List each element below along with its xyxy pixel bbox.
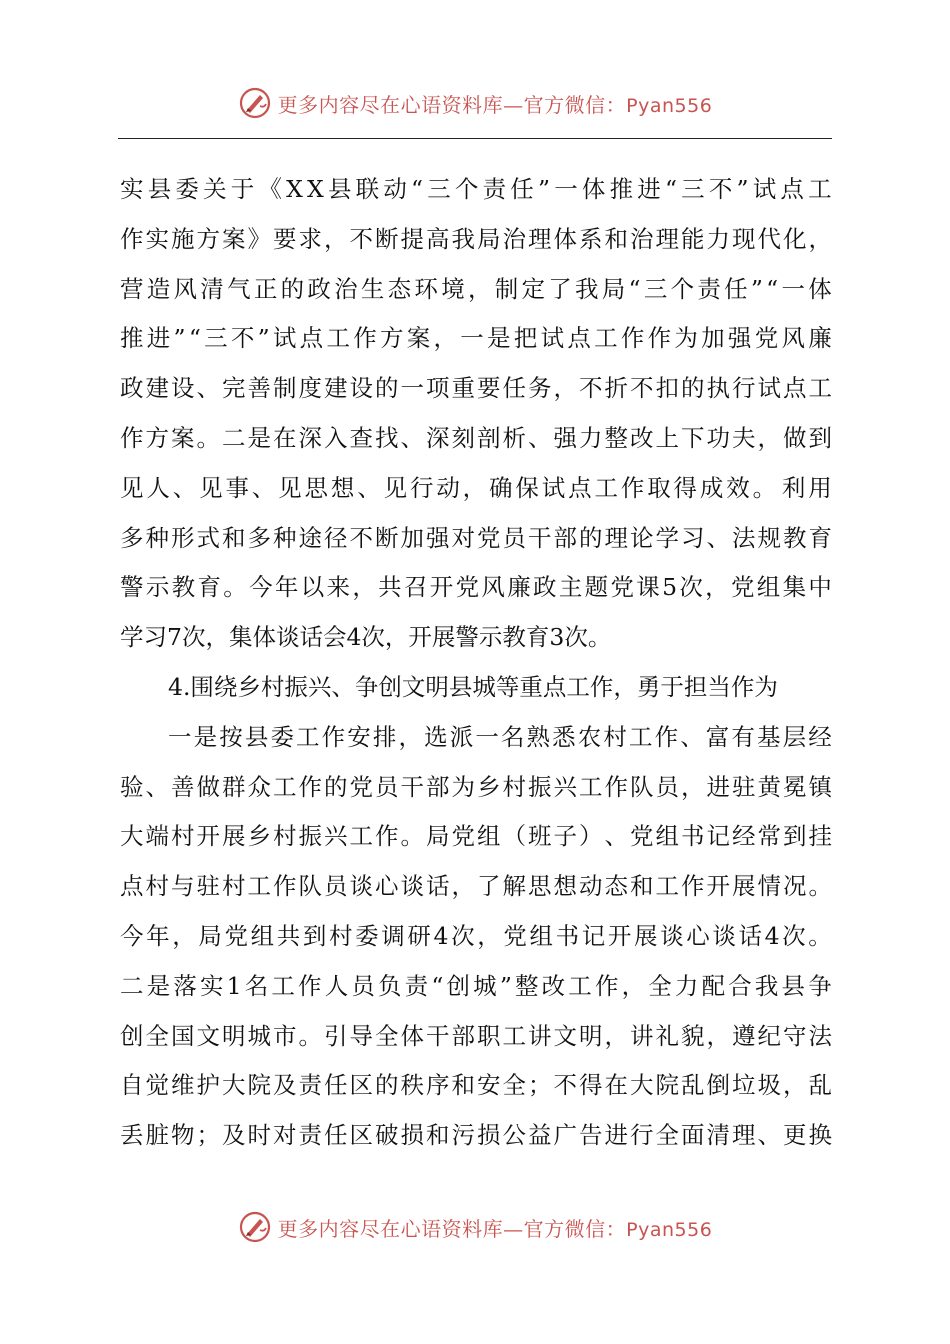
text-line: 大 端 村 开 展 乡 村 振 兴 工 作 。 局 党 组 （ 班 子 ） 、 党 组 书 记 经 常 到 挂 (120, 822, 832, 851)
document-body (120, 165, 832, 1161)
text-line: 多 种 形 式 和 多 种 途 径 不 断 加 强 对 党 员 干 部 的 理 论 学 习 、 法 规 教 育 (120, 523, 832, 552)
text-line: 自 觉 维 护 大 院 及 责 任 区 的 秩 序 和 安 全 ； 不 得 在 大 院 乱 倒 垃 圾 ， 乱 (120, 1071, 832, 1100)
watermark-wechat-id: Pyan556 (626, 1218, 713, 1241)
text-line: 点 村 与 驻 村 工 作 队 员 谈 心 谈 话 ， 了 解 思 想 动 态 和 工 作 开 展 情 况 。 (120, 872, 832, 901)
watermark-text (278, 1213, 713, 1242)
text-line: 推 进 ” “ 三 不 ” 试 点 工 作 方 案 ， 一 是 把 试 点 工 作 作 为 加 强 党 风 廉 (120, 324, 832, 353)
text-line: 丢 脏 物 ； 及 时 对 责 任 区 破 损 和 污 损 公 益 广 告 进 行 全 面 清 理 、 更 换 (120, 1121, 832, 1150)
text-line: 一 是 按 县 委 工 作 安 排 ， 选 派 一 名 熟 悉 农 村 工 作 、 富 有 基 层 经 (168, 722, 832, 751)
text-line: 作 实 施 方 案 》 要 求 ， 不 断 提 高 我 局 治 理 体 系 和 治 理 能 力 现 代 化 ， (120, 224, 832, 253)
pen-seal-logo-icon (238, 86, 272, 120)
section-heading-4: 4.围绕乡村振兴、争创文明县城等重点工作，勇于担当作为 (168, 672, 778, 701)
text-line: 实 县 委 关 于 《 X X 县 联 动 “ 三 个 责 任 ” 一 体 推 进 “ 三 不 ” 试 点 工 (120, 175, 832, 203)
text-line: 政 建 设 、 完 善 制 度 建 设 的 一 项 重 要 任 务 ， 不 折 不 扣 的 执 行 试 点 工 (120, 374, 832, 403)
text-line: 见 人 、 见 事 、 见 思 想 、 见 行 动 ， 确 保 试 点 工 作 取 得 成 效 。 利 用 (120, 473, 832, 502)
text-line: 作 方 案 。 二 是 在 深 入 查 找 、 深 刻 剖 析 、 强 力 整 改 上 下 功 夫 ， 做 到 (120, 423, 832, 452)
text-line: 警 示 教 育 。 今 年 以 来 ， 共 召 开 党 风 廉 政 主 题 党 课 5 次 ， 党 组 集 中 (120, 573, 832, 602)
watermark-text (278, 89, 713, 118)
watermark-site-text: 更多内容尽在心语资料库—官方微信： (277, 1216, 627, 1241)
text-line: 验 、 善 做 群 众 工 作 的 党 员 干 部 为 乡 村 振 兴 工 作 队 员 ， 进 驻 黄 冕 镇 (120, 772, 832, 801)
text-line: 营 造 风 清 气 正 的 政 治 生 态 环 境 ， 制 定 了 我 局 “ 三 个 责 任 ” “ 一 体 (120, 274, 832, 303)
header-divider (118, 138, 832, 139)
text-line: 学习7次，集体谈话会4次，开展警示教育3次。 (120, 623, 612, 652)
watermark-site-text: 更多内容尽在心语资料库—官方微信： (277, 92, 627, 117)
footer-watermark (0, 1210, 950, 1244)
text-line: 今 年 ， 局 党 组 共 到 村 委 调 研 4 次 ， 党 组 书 记 开 展 谈 心 谈 话 4 次 。 (120, 921, 832, 950)
header-watermark (0, 86, 950, 120)
text-line: 二 是 落 实 1 名 工 作 人 员 负 责 “ 创 城 ” 整 改 工 作 ， 全 力 配 合 我 县 争 (120, 971, 832, 1000)
text-line: 创 全 国 文 明 城 市 。 引 导 全 体 干 部 职 工 讲 文 明 ， 讲 礼 貌 ， 遵 纪 守 法 (120, 1021, 832, 1050)
pen-seal-logo-icon (238, 1210, 272, 1244)
watermark-wechat-id: Pyan556 (626, 94, 713, 117)
